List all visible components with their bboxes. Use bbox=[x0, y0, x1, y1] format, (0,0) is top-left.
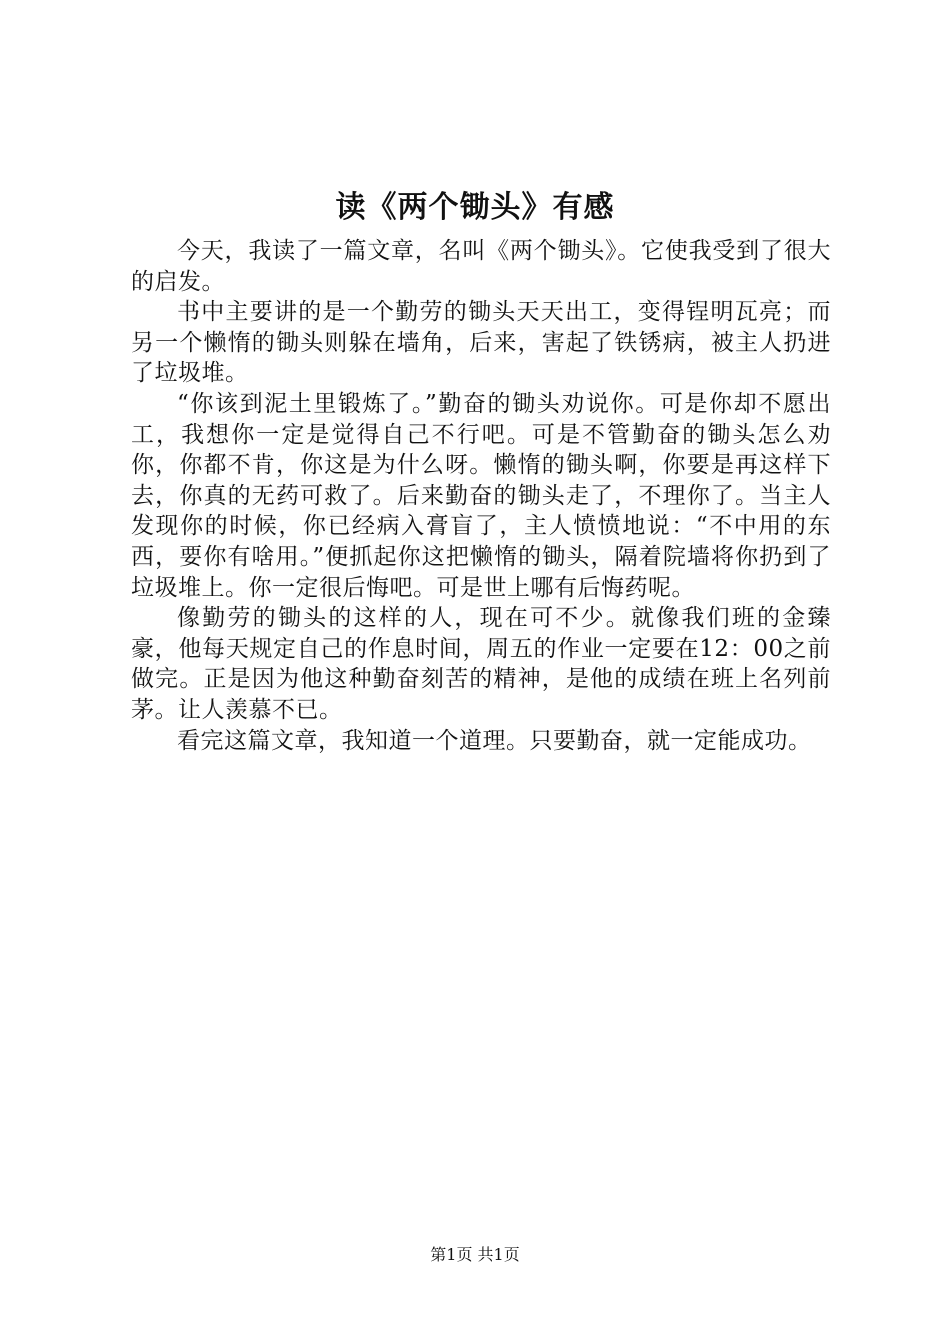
paragraph-3: “你该到泥土里锻炼了。”勤奋的锄头劝说你。可是你却不愿出工，我想你一定是觉得自己不行吧。可是不管勤奋的锄头怎么劝你，你都不肯，你这是为什么呀。懒惰的锄头啊，你要是再这样下去，你真的无药可救了。后来勤奋的锄头走了，不理你了。当主人发现你的时候，你已经病入膏盲了，主人愤愤地说：“不中用的东西，要你有啥用。”便抓起你这把懒惰的锄头，隔着院墙将你扔到了垃圾堆上。你一定很后悔吧。可是世上哪有后悔药呢。 bbox=[131, 390, 831, 601]
paragraph-1: 今天，我读了一篇文章，名叫《两个锄头》。它使我受到了很大的启发。 bbox=[131, 238, 831, 295]
paragraph-4: 像勤劳的锄头的这样的人，现在可不少。就像我们班的金臻豪，他每天规定自己的作息时间，周五的作业一定要在12：00之前做完。正是因为他这种勤奋刻苦的精神，是他的成绩在班上名列前茅。让人羡慕不已。 bbox=[131, 605, 831, 723]
article-body bbox=[131, 236, 831, 756]
paragraph-2: 书中主要讲的是一个勤劳的锄头天天出工，变得锃明瓦亮；而另一个懒惰的锄头则躲在墙角，后来，害起了铁锈病，被主人扔进了垃圾堆。 bbox=[131, 299, 831, 387]
page-title: 读《两个锄头》有感 bbox=[335, 190, 615, 225]
page-footer: 第1页 共1页 bbox=[430, 1245, 520, 1264]
paragraph-5: 看完这篇文章，我知道一个道理。只要勤奋，就一定能成功。 bbox=[177, 727, 812, 754]
